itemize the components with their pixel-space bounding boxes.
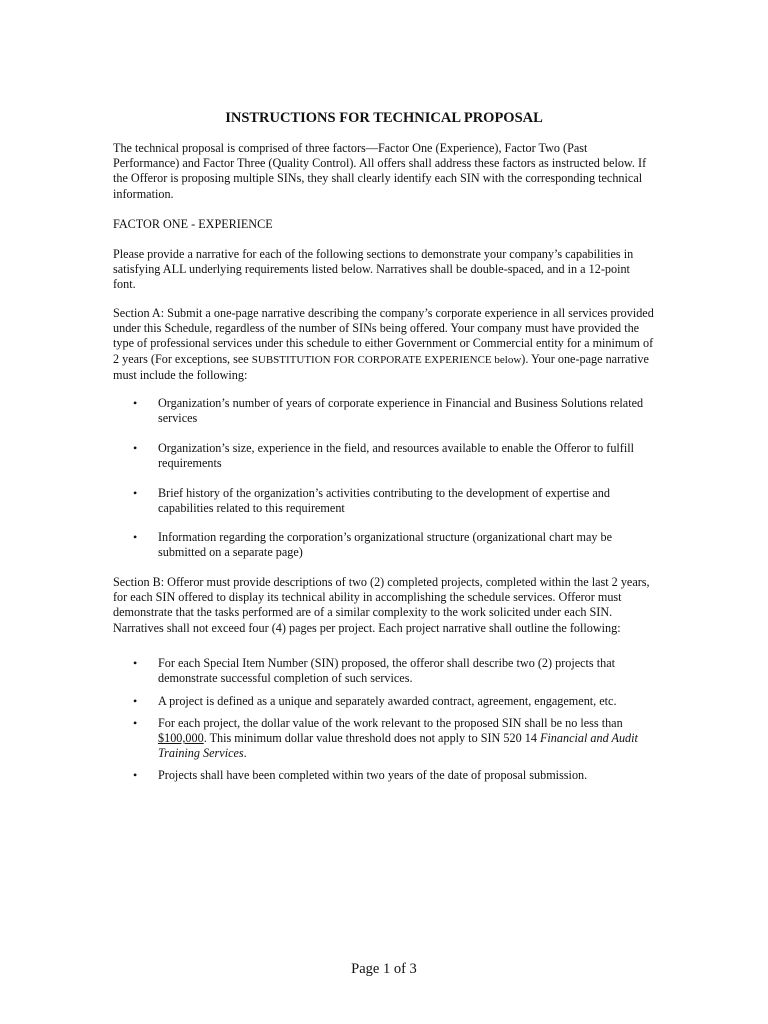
bullet-icon: •	[133, 694, 138, 708]
bullet-icon: •	[133, 716, 138, 730]
bullet-icon: •	[133, 768, 138, 782]
bullet-icon: •	[133, 486, 138, 500]
factor-heading: FACTOR ONE - EXPERIENCE	[113, 217, 273, 231]
bullet-icon: •	[133, 396, 138, 410]
section-b-paragraph: Section B: Offeror must provide descriptions of two (2) completed projects, completed within the last 2 years, for each SIN offered to display its technical ability in accomplishing the schedule services. Offeror must demonstrate that the tasks performed are of a similar complexity to the work solicited under each SIN. Narratives shall not exceed four (4) pages per project. Each project narrative shall outline the following:	[113, 575, 650, 635]
bullet-text: For each Special Item Number (SIN) proposed, the offeror shall describe two (2) projects that demonstrate successful completion of such services.	[158, 656, 616, 686]
intro-paragraph: The technical proposal is comprised of three factors—Factor One (Experience), Factor Two (Past Performance) and Factor Three (Quality Control). All offers shall address these factors as instructed below. If the Offeror is proposing multiple SINs, they shall clearly identify each SIN with the corresponding technical information.	[113, 141, 647, 201]
bullet-icon: •	[133, 530, 138, 544]
bullet-text: Organization’s size, experience in the field, and resources available to enable the Offeror to fulfill requirements	[158, 441, 635, 471]
bullet-text: Brief history of the organization’s activities contributing to the development of expertise and capabilities related to this requirement	[158, 486, 610, 516]
bullet-text-part: For each project, the dollar value of the work relevant to the proposed SIN shall be no less than	[158, 716, 623, 730]
bullet-text-part: . This minimum dollar value threshold does not apply to SIN 520 14	[203, 731, 540, 746]
bullet-text-part: .	[243, 746, 247, 761]
threshold-amount: $100,000	[158, 731, 204, 746]
bullet-icon: •	[133, 441, 138, 455]
bullet-text: Information regarding the corporation’s organizational structure (organizational chart may be submitted on a separate page)	[158, 530, 613, 560]
document-title: INSTRUCTIONS FOR TECHNICAL PROPOSAL	[225, 110, 543, 126]
page-number: Page 1 of 3	[351, 961, 417, 977]
section-a-text-1: Section A: Submit a one-page narrative describing the company’s corporate experience in all services provided under this Schedule, regardless of the number of SINs being offered. Your company must have provided the type of professional services under this schedule to either Government or Commercial entity for a minimum of 2 years (For exceptions, see	[113, 306, 654, 366]
bullet-text	[158, 716, 653, 762]
bullet-text: A project is defined as a unique and separately awarded contract, agreement, engagement, etc.	[158, 694, 617, 708]
section-a-text-2: ). Your one-page narrative must include the following:	[113, 351, 649, 382]
bullet-icon: •	[133, 656, 138, 670]
section-a-caps-text: SUBSTITUTION FOR CORPORATE EXPERIENCE below	[251, 353, 522, 366]
factor-intro-paragraph: Please provide a narrative for each of the following sections to demonstrate your company’s capabilities in satisfying ALL underlying requirements listed below. Narratives shall be double-spaced, and in a 12-point font.	[113, 247, 634, 292]
training-services-title: Financial and Audit Training Services	[158, 731, 638, 761]
section-a-paragraph	[113, 306, 655, 383]
bullet-text: Organization’s number of years of corporate experience in Financial and Business Solutions related services	[158, 396, 644, 426]
bullet-text: Projects shall have been completed within two years of the date of proposal submission.	[158, 768, 588, 782]
